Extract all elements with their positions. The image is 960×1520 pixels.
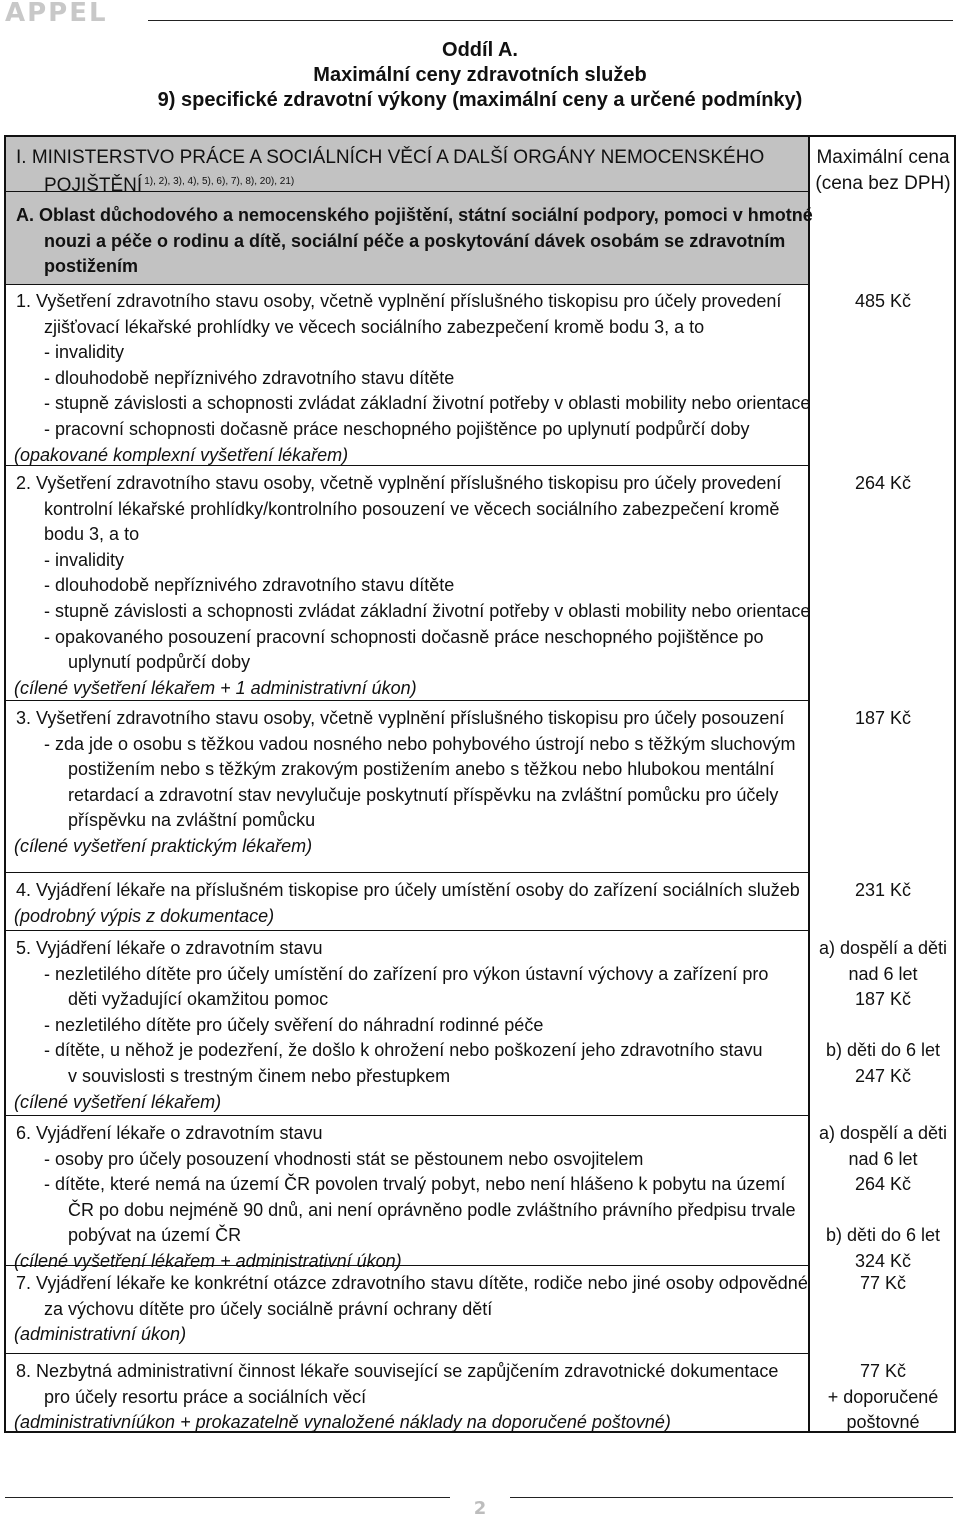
row-divider — [6, 1115, 808, 1116]
footer-rule-right — [510, 1497, 953, 1498]
item-7-price — [810, 1271, 956, 1297]
price-line: 324 Kč — [854, 1250, 912, 1271]
item-4-note: (podrobný výpis z dokumentace) — [14, 905, 275, 926]
item-5-price — [810, 936, 956, 1090]
item-5-note: (cílené vyšetření lékařem) — [14, 1091, 222, 1112]
item-4-line: 4. Vyjádření lékaře na příslušném tiskopise pro účely umístění osoby do zařízení sociálních služeb — [16, 880, 800, 900]
subsection-line-1: A. Oblast důchodového a nemocenského pojištění, státní sociální podpory, pomoci v hmotné — [16, 205, 813, 225]
price-header — [810, 145, 956, 196]
price-line: 485 Kč — [854, 291, 912, 311]
price-line: 77 Kč — [859, 1273, 907, 1293]
item-6-price — [810, 1121, 956, 1275]
item-6-line: - osoby pro účely posouzení vhodnosti stát se pěstounem nebo osvojitelem — [44, 1148, 644, 1169]
item-7-note: (administrativní úkon) — [14, 1324, 187, 1345]
section-title-word: POJIŠTĚNÍ — [44, 175, 143, 196]
price-line — [810, 1013, 956, 1039]
section-title-line-2 — [44, 169, 294, 199]
price-line: + doporučené — [827, 1386, 939, 1407]
row-divider — [6, 1353, 808, 1354]
item-8-note: (administrativníúkon + prokazatelně vynaložené náklady na doporučené poštovné) — [14, 1412, 671, 1433]
item-5-line: 5. Vyjádření lékaře o zdravotním stavu — [16, 938, 323, 958]
page-heading — [0, 38, 960, 113]
item-6-line: 6. Vyjádření lékaře o zdravotním stavu — [16, 1123, 323, 1143]
item-1-price — [810, 289, 956, 315]
item-1-line: - invalidity — [44, 342, 125, 363]
item-4-price — [810, 878, 956, 904]
price-line — [810, 1198, 956, 1224]
item-2-line: - invalidity — [44, 549, 125, 570]
item-5-line: v souvislosti s trestným činem nebo přestupkem — [68, 1066, 451, 1086]
item-7-line: 7. Vyjádření lékaře ke konkrétní otázce zdravotního stavu dítěte, rodiče nebo jiné osoby odpovědné — [16, 1273, 808, 1293]
item-1-line: 1. Vyšetření zdravotního stavu osoby, včetně vyplnění příslušného tiskopisu pro účely provedení — [16, 291, 782, 311]
row-divider — [6, 872, 808, 873]
item-8-price — [810, 1359, 956, 1436]
item-2-line: - stupně závislosti a schopnosti zvládat základní životní potřeby v oblasti mobility nebo orientace — [44, 601, 811, 621]
heading-line-3: 9) specifické zdravotní výkony (maximální ceny a určené podmínky) — [157, 89, 803, 111]
price-table — [4, 135, 956, 1433]
price-line: 264 Kč — [854, 473, 912, 493]
row-divider — [6, 465, 808, 466]
heading-line-2: Maximální ceny zdravotních služeb — [313, 64, 647, 86]
price-line: 247 Kč — [854, 1065, 912, 1086]
item-2-price — [810, 471, 956, 497]
subsection-line-3: postižením — [44, 256, 139, 276]
item-8-line: pro účely resortu práce a sociálních věcí — [44, 1386, 367, 1407]
item-5-line: - nezletilého dítěte pro účely svěření do náhradní rodinné péče — [44, 1014, 544, 1035]
item-2-line: - opakovaného posouzení pracovní schopnosti dočasně práce neschopného pojištěnce po — [44, 626, 764, 647]
item-3-line: retardací a zdravotní stav nevylučuje poskytnutí příspěvku na zvláštní pomůcku pro účely — [68, 784, 779, 805]
item-6-line: ČR po dobu nejméně 90 dnů, ani není oprávněno podle zvláštního právního předpisu trvale — [68, 1199, 796, 1220]
price-line: poštovné — [846, 1412, 920, 1433]
heading-line-1: Oddíl A. — [442, 39, 518, 61]
row-divider — [6, 284, 808, 285]
price-line: 187 Kč — [854, 708, 912, 728]
item-3-price — [810, 706, 956, 732]
item-2-line: uplynutí podpůrčí doby — [68, 652, 251, 673]
row-divider — [6, 1265, 808, 1266]
item-2-line: bodu 3, a to — [44, 524, 140, 545]
item-1-line: - dlouhodobě nepříznivého zdravotního stavu dítěte — [44, 367, 455, 388]
footer-rule-left — [5, 1497, 450, 1498]
section-footnote-refs: 1), 2), 3), 4), 5), 6), 7), 8), 20), 21) — [144, 176, 295, 187]
price-line: nad 6 let — [848, 1148, 918, 1169]
price-line: 187 Kč — [854, 989, 912, 1010]
section-title-line-1: I. MINISTERSTVO PRÁCE A SOCIÁLNÍCH VĚCÍ A DALŠÍ ORGÁNY NEMOCENSKÉHO — [16, 147, 765, 168]
item-2-line: - dlouhodobě nepříznivého zdravotního stavu dítěte — [44, 575, 455, 596]
item-1-line: - stupně závislosti a schopnosti zvládat základní životní potřeby v oblasti mobility nebo orientace — [44, 393, 811, 414]
row-divider — [6, 700, 808, 701]
item-8-line: 8. Nezbytná administrativní činnost lékaře související se zapůjčením zdravotnické dokumentace — [16, 1361, 779, 1381]
price-line: a) dospělí a děti — [818, 1123, 948, 1143]
price-header-title: Maximální cena — [816, 147, 950, 168]
item-5-line: - dítěte, u něhož je podezření, že došlo k ohrožení nebo poškození jeho zdravotního stavu — [44, 1040, 763, 1061]
price-line: b) děti do 6 let — [825, 1040, 941, 1061]
item-1-line: zjišťovací lékařské prohlídky ve věcech sociálního zabezpečení kromě bodu 3, a to — [44, 316, 705, 337]
header-rule — [148, 20, 953, 21]
subsection-line-2: nouzi a péče o rodinu a dítě, sociální péče a poskytování dávek osobám se zdravotním — [44, 231, 786, 251]
price-line: b) děti do 6 let — [825, 1225, 941, 1246]
page-number: 2 — [473, 1498, 487, 1519]
item-6-line: - dítěte, které nemá na území ČR povolen trvalý pobyt, nebo není hlášeno k pobytu na území — [44, 1174, 786, 1195]
price-header-note: (cena bez DPH) — [815, 172, 951, 194]
row-divider — [6, 930, 808, 931]
price-line: a) dospělí a děti — [818, 938, 948, 958]
item-1-line: - pracovní schopnosti dočasně práce neschopného pojištěnce po uplynutí podpůrčí doby — [44, 419, 750, 439]
item-3-line: postižením nebo s těžkým zrakovým postižením anebo s těžkou nebo hlubokou mentální — [68, 759, 775, 780]
item-3-line: - zda jde o osobu s těžkou vadou nosného nebo pohybového ústrojí nebo s těžkým sluchovým — [44, 733, 796, 754]
item-7-line: za výchovu dítěte pro účely sociálně právní ochrany dětí — [44, 1298, 493, 1319]
item-5-line: - nezletilého dítěte pro účely umístění do zařízení pro výkon ústavní výchovy a zařízení pro — [44, 963, 769, 984]
item-3-note: (cílené vyšetření praktickým lékařem) — [14, 836, 313, 856]
item-1-note: (opakované komplexní vyšetření lékařem) — [14, 444, 349, 465]
item-3-line: příspěvku na zvláštní pomůcku — [68, 810, 316, 831]
price-line: 77 Kč — [859, 1361, 907, 1381]
item-2-line: 2. Vyšetření zdravotního stavu osoby, včetně vyplnění příslušného tiskopisu pro účely provedení — [16, 473, 782, 493]
item-5-line: děti vyžadující okamžitou pomoc — [68, 989, 329, 1010]
price-line: 231 Kč — [854, 880, 912, 900]
item-6-line: pobývat na území ČR — [68, 1225, 242, 1246]
price-line: nad 6 let — [848, 963, 918, 984]
brand-logo: APPEL — [5, 0, 108, 28]
price-line: 264 Kč — [854, 1174, 912, 1195]
item-2-line: kontrolní lékařské prohlídky/kontrolního posouzení ve věcech sociálního zabezpečení kromě — [44, 498, 780, 519]
item-6-note: (cílené vyšetření lékařem + administrativní úkon) — [14, 1251, 402, 1271]
item-2-note: (cílené vyšetření lékařem + 1 administrativní úkon) — [14, 677, 417, 698]
item-3-line: 3. Vyšetření zdravotního stavu osoby, včetně vyplnění příslušného tiskopisu pro účely posouzení — [16, 708, 785, 728]
